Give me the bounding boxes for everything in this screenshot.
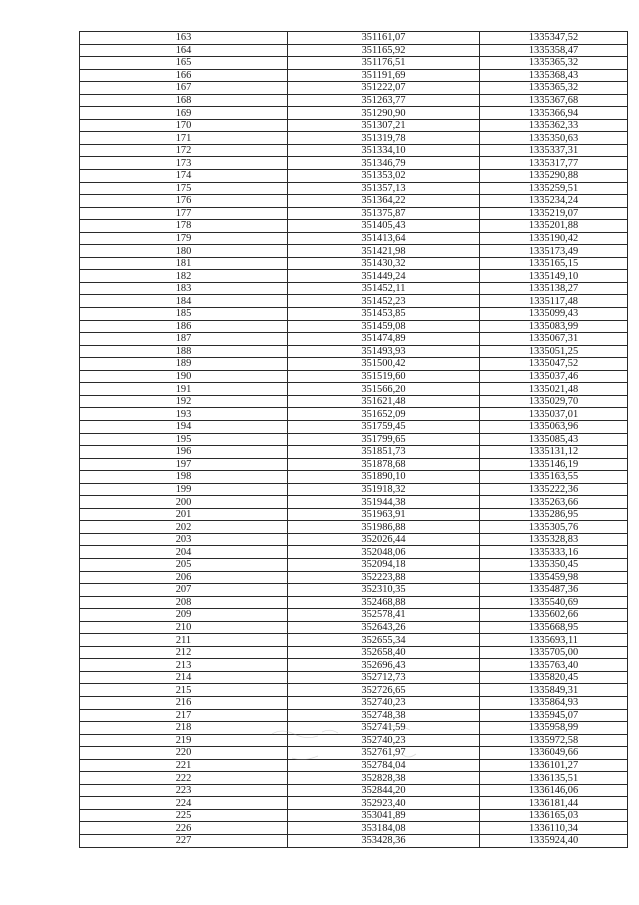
point-number-cell: 215 [80,684,288,697]
table-row [80,132,628,145]
table-row [80,282,628,295]
table-row [80,634,628,647]
table-row [80,747,628,760]
y-coordinate-cell: 1335365,32 [480,82,628,95]
y-coordinate-cell: 1335337,31 [480,144,628,157]
x-coordinate-cell: 351176,51 [288,57,480,70]
x-coordinate-cell: 352696,43 [288,659,480,672]
x-coordinate-cell: 351405,43 [288,220,480,233]
point-number-cell: 210 [80,621,288,634]
point-number-cell: 227 [80,835,288,848]
y-coordinate-cell: 1335290,88 [480,170,628,183]
table-row [80,44,628,57]
point-number-cell: 173 [80,157,288,170]
point-number-cell: 205 [80,558,288,571]
x-coordinate-cell: 352741,59 [288,722,480,735]
point-number-cell: 191 [80,383,288,396]
table-row [80,32,628,45]
table-row [80,220,628,233]
x-coordinate-cell: 352094,18 [288,558,480,571]
x-coordinate-cell: 351452,11 [288,282,480,295]
table-row [80,107,628,120]
x-coordinate-cell: 352223,88 [288,571,480,584]
table-row [80,797,628,810]
y-coordinate-cell: 1335138,27 [480,282,628,295]
y-coordinate-cell: 1335201,88 [480,220,628,233]
y-coordinate-cell: 1335037,01 [480,408,628,421]
x-coordinate-cell: 351759,45 [288,420,480,433]
x-coordinate-cell: 351963,91 [288,508,480,521]
table-row [80,759,628,772]
y-coordinate-cell: 1335540,69 [480,596,628,609]
y-coordinate-cell: 1335219,07 [480,207,628,220]
table-row [80,609,628,622]
y-coordinate-cell: 1335063,96 [480,420,628,433]
table-row [80,383,628,396]
table-row [80,471,628,484]
table-row [80,345,628,358]
table-row [80,420,628,433]
x-coordinate-cell: 351263,77 [288,94,480,107]
y-coordinate-cell: 1335864,93 [480,696,628,709]
x-coordinate-cell: 352784,04 [288,759,480,772]
x-coordinate-cell: 351319,78 [288,132,480,145]
y-coordinate-cell: 1335365,32 [480,57,628,70]
point-number-cell: 224 [80,797,288,810]
y-coordinate-cell: 1335051,25 [480,345,628,358]
y-coordinate-cell: 1335347,52 [480,32,628,45]
point-number-cell: 192 [80,395,288,408]
y-coordinate-cell: 1335234,24 [480,195,628,208]
x-coordinate-cell: 351566,20 [288,383,480,396]
table-row [80,308,628,321]
point-number-cell: 204 [80,546,288,559]
x-coordinate-cell: 352712,73 [288,671,480,684]
y-coordinate-cell: 1335037,46 [480,370,628,383]
table-row [80,533,628,546]
x-coordinate-cell: 353184,08 [288,822,480,835]
point-number-cell: 223 [80,784,288,797]
point-number-cell: 200 [80,496,288,509]
y-coordinate-cell: 1336165,03 [480,809,628,822]
x-coordinate-cell: 351421,98 [288,245,480,258]
x-coordinate-cell: 351799,65 [288,433,480,446]
x-coordinate-cell: 351652,09 [288,408,480,421]
point-number-cell: 176 [80,195,288,208]
point-number-cell: 222 [80,772,288,785]
x-coordinate-cell: 351364,22 [288,195,480,208]
table-row [80,295,628,308]
x-coordinate-cell: 351449,24 [288,270,480,283]
point-number-cell: 183 [80,282,288,295]
x-coordinate-cell: 352923,40 [288,797,480,810]
table-row [80,521,628,534]
table-row [80,370,628,383]
x-coordinate-cell: 351500,42 [288,358,480,371]
y-coordinate-cell: 1335222,36 [480,483,628,496]
y-coordinate-cell: 1335602,66 [480,609,628,622]
table-row [80,170,628,183]
point-number-cell: 199 [80,483,288,496]
y-coordinate-cell: 1335459,98 [480,571,628,584]
y-coordinate-cell: 1336181,44 [480,797,628,810]
x-coordinate-cell: 352828,38 [288,772,480,785]
x-coordinate-cell: 352026,44 [288,533,480,546]
point-number-cell: 175 [80,182,288,195]
table-row [80,584,628,597]
y-coordinate-cell: 1335149,10 [480,270,628,283]
y-coordinate-cell: 1335705,00 [480,646,628,659]
x-coordinate-cell: 351413,64 [288,232,480,245]
point-number-cell: 194 [80,420,288,433]
x-coordinate-cell: 352655,34 [288,634,480,647]
table-row [80,458,628,471]
y-coordinate-cell: 1335305,76 [480,521,628,534]
point-number-cell: 208 [80,596,288,609]
point-number-cell: 189 [80,358,288,371]
x-coordinate-cell: 351357,13 [288,182,480,195]
point-number-cell: 195 [80,433,288,446]
x-coordinate-cell: 351621,48 [288,395,480,408]
point-number-cell: 178 [80,220,288,233]
x-coordinate-cell: 352748,38 [288,709,480,722]
y-coordinate-cell: 1335763,40 [480,659,628,672]
y-coordinate-cell: 1335367,68 [480,94,628,107]
y-coordinate-cell: 1335067,31 [480,333,628,346]
y-coordinate-cell: 1335165,15 [480,257,628,270]
x-coordinate-cell: 351165,92 [288,44,480,57]
table-row [80,94,628,107]
table-row [80,772,628,785]
point-number-cell: 220 [80,747,288,760]
table-row [80,571,628,584]
x-coordinate-cell: 351918,32 [288,483,480,496]
x-coordinate-cell: 351346,79 [288,157,480,170]
point-number-cell: 180 [80,245,288,258]
x-coordinate-cell: 351986,88 [288,521,480,534]
table-row [80,69,628,82]
table-row [80,257,628,270]
y-coordinate-cell: 1335849,31 [480,684,628,697]
point-number-cell: 185 [80,308,288,321]
table-row [80,245,628,258]
table-row [80,621,628,634]
y-coordinate-cell: 1335117,48 [480,295,628,308]
y-coordinate-cell: 1335358,47 [480,44,628,57]
table-row [80,333,628,346]
table-row [80,822,628,835]
x-coordinate-cell: 351944,38 [288,496,480,509]
table-row [80,433,628,446]
table-row [80,408,628,421]
point-number-cell: 170 [80,119,288,132]
table-row [80,57,628,70]
x-coordinate-cell: 351161,07 [288,32,480,45]
table-row [80,232,628,245]
x-coordinate-cell: 351851,73 [288,446,480,459]
x-coordinate-cell: 352761,97 [288,747,480,760]
point-number-cell: 163 [80,32,288,45]
point-number-cell: 217 [80,709,288,722]
x-coordinate-cell: 352578,41 [288,609,480,622]
x-coordinate-cell: 351474,89 [288,333,480,346]
x-coordinate-cell: 351334,10 [288,144,480,157]
y-coordinate-cell: 1336049,66 [480,747,628,760]
y-coordinate-cell: 1335350,63 [480,132,628,145]
point-number-cell: 174 [80,170,288,183]
point-number-cell: 201 [80,508,288,521]
y-coordinate-cell: 1335259,51 [480,182,628,195]
y-coordinate-cell: 1336135,51 [480,772,628,785]
x-coordinate-cell: 352468,88 [288,596,480,609]
point-number-cell: 168 [80,94,288,107]
point-number-cell: 225 [80,809,288,822]
y-coordinate-cell: 1335958,99 [480,722,628,735]
x-coordinate-cell: 352844,20 [288,784,480,797]
x-coordinate-cell: 353041,89 [288,809,480,822]
point-number-cell: 169 [80,107,288,120]
table-row [80,659,628,672]
x-coordinate-cell: 351307,21 [288,119,480,132]
y-coordinate-cell: 1335173,49 [480,245,628,258]
table-row [80,671,628,684]
table-row [80,483,628,496]
x-coordinate-cell: 351519,60 [288,370,480,383]
y-coordinate-cell: 1335317,77 [480,157,628,170]
y-coordinate-cell: 1335131,12 [480,446,628,459]
y-coordinate-cell: 1336110,34 [480,822,628,835]
y-coordinate-cell: 1335924,40 [480,835,628,848]
table-row [80,182,628,195]
x-coordinate-cell: 352658,40 [288,646,480,659]
point-number-cell: 164 [80,44,288,57]
y-coordinate-cell: 1335190,42 [480,232,628,245]
table-row [80,709,628,722]
point-number-cell: 206 [80,571,288,584]
y-coordinate-cell: 1335047,52 [480,358,628,371]
y-coordinate-cell: 1335945,07 [480,709,628,722]
table-row [80,320,628,333]
x-coordinate-cell: 352048,06 [288,546,480,559]
table-row [80,596,628,609]
x-coordinate-cell: 352740,23 [288,696,480,709]
point-number-cell: 209 [80,609,288,622]
point-number-cell: 184 [80,295,288,308]
coordinates-table [79,31,628,848]
table-row [80,195,628,208]
y-coordinate-cell: 1335972,58 [480,734,628,747]
table-row [80,82,628,95]
y-coordinate-cell: 1335333,16 [480,546,628,559]
point-number-cell: 207 [80,584,288,597]
point-number-cell: 171 [80,132,288,145]
point-number-cell: 221 [80,759,288,772]
point-number-cell: 203 [80,533,288,546]
point-number-cell: 182 [80,270,288,283]
x-coordinate-cell: 351353,02 [288,170,480,183]
point-number-cell: 196 [80,446,288,459]
table-row [80,508,628,521]
point-number-cell: 216 [80,696,288,709]
y-coordinate-cell: 1335366,94 [480,107,628,120]
table-row [80,144,628,157]
x-coordinate-cell: 351430,32 [288,257,480,270]
x-coordinate-cell: 353428,36 [288,835,480,848]
table-row [80,835,628,848]
y-coordinate-cell: 1335820,45 [480,671,628,684]
y-coordinate-cell: 1335263,66 [480,496,628,509]
table-row [80,446,628,459]
point-number-cell: 165 [80,57,288,70]
table-row [80,734,628,747]
point-number-cell: 219 [80,734,288,747]
point-number-cell: 167 [80,82,288,95]
table-row [80,157,628,170]
table-row [80,546,628,559]
point-number-cell: 211 [80,634,288,647]
y-coordinate-cell: 1335328,83 [480,533,628,546]
point-number-cell: 188 [80,345,288,358]
table-row [80,395,628,408]
y-coordinate-cell: 1335362,33 [480,119,628,132]
y-coordinate-cell: 1335350,45 [480,558,628,571]
y-coordinate-cell: 1335099,43 [480,308,628,321]
table-row [80,558,628,571]
x-coordinate-cell: 351459,08 [288,320,480,333]
y-coordinate-cell: 1335286,95 [480,508,628,521]
y-coordinate-cell: 1335083,99 [480,320,628,333]
table-row [80,809,628,822]
x-coordinate-cell: 351222,07 [288,82,480,95]
y-coordinate-cell: 1335487,36 [480,584,628,597]
point-number-cell: 212 [80,646,288,659]
table-row [80,270,628,283]
y-coordinate-cell: 1336101,27 [480,759,628,772]
y-coordinate-cell: 1335146,19 [480,458,628,471]
point-number-cell: 202 [80,521,288,534]
x-coordinate-cell: 352726,65 [288,684,480,697]
point-number-cell: 190 [80,370,288,383]
point-number-cell: 181 [80,257,288,270]
point-number-cell: 213 [80,659,288,672]
table-row [80,358,628,371]
x-coordinate-cell: 352310,35 [288,584,480,597]
x-coordinate-cell: 351453,85 [288,308,480,321]
y-coordinate-cell: 1335085,43 [480,433,628,446]
point-number-cell: 198 [80,471,288,484]
coordinates-table-body [80,32,628,848]
x-coordinate-cell: 351452,23 [288,295,480,308]
x-coordinate-cell: 351493,93 [288,345,480,358]
table-row [80,119,628,132]
table-row [80,496,628,509]
y-coordinate-cell: 1335021,48 [480,383,628,396]
x-coordinate-cell: 352740,23 [288,734,480,747]
point-number-cell: 197 [80,458,288,471]
y-coordinate-cell: 1335029,70 [480,395,628,408]
point-number-cell: 193 [80,408,288,421]
table-row [80,207,628,220]
table-row [80,784,628,797]
table-row [80,684,628,697]
point-number-cell: 214 [80,671,288,684]
y-coordinate-cell: 1335368,43 [480,69,628,82]
x-coordinate-cell: 351890,10 [288,471,480,484]
point-number-cell: 187 [80,333,288,346]
point-number-cell: 179 [80,232,288,245]
x-coordinate-cell: 351290,90 [288,107,480,120]
point-number-cell: 172 [80,144,288,157]
x-coordinate-cell: 351191,69 [288,69,480,82]
point-number-cell: 218 [80,722,288,735]
point-number-cell: 186 [80,320,288,333]
y-coordinate-cell: 1336146,06 [480,784,628,797]
y-coordinate-cell: 1335668,95 [480,621,628,634]
table-row [80,646,628,659]
y-coordinate-cell: 1335163,55 [480,471,628,484]
x-coordinate-cell: 352643,26 [288,621,480,634]
y-coordinate-cell: 1335693,11 [480,634,628,647]
table-row [80,722,628,735]
x-coordinate-cell: 351878,68 [288,458,480,471]
point-number-cell: 166 [80,69,288,82]
table-row [80,696,628,709]
x-coordinate-cell: 351375,87 [288,207,480,220]
point-number-cell: 177 [80,207,288,220]
point-number-cell: 226 [80,822,288,835]
